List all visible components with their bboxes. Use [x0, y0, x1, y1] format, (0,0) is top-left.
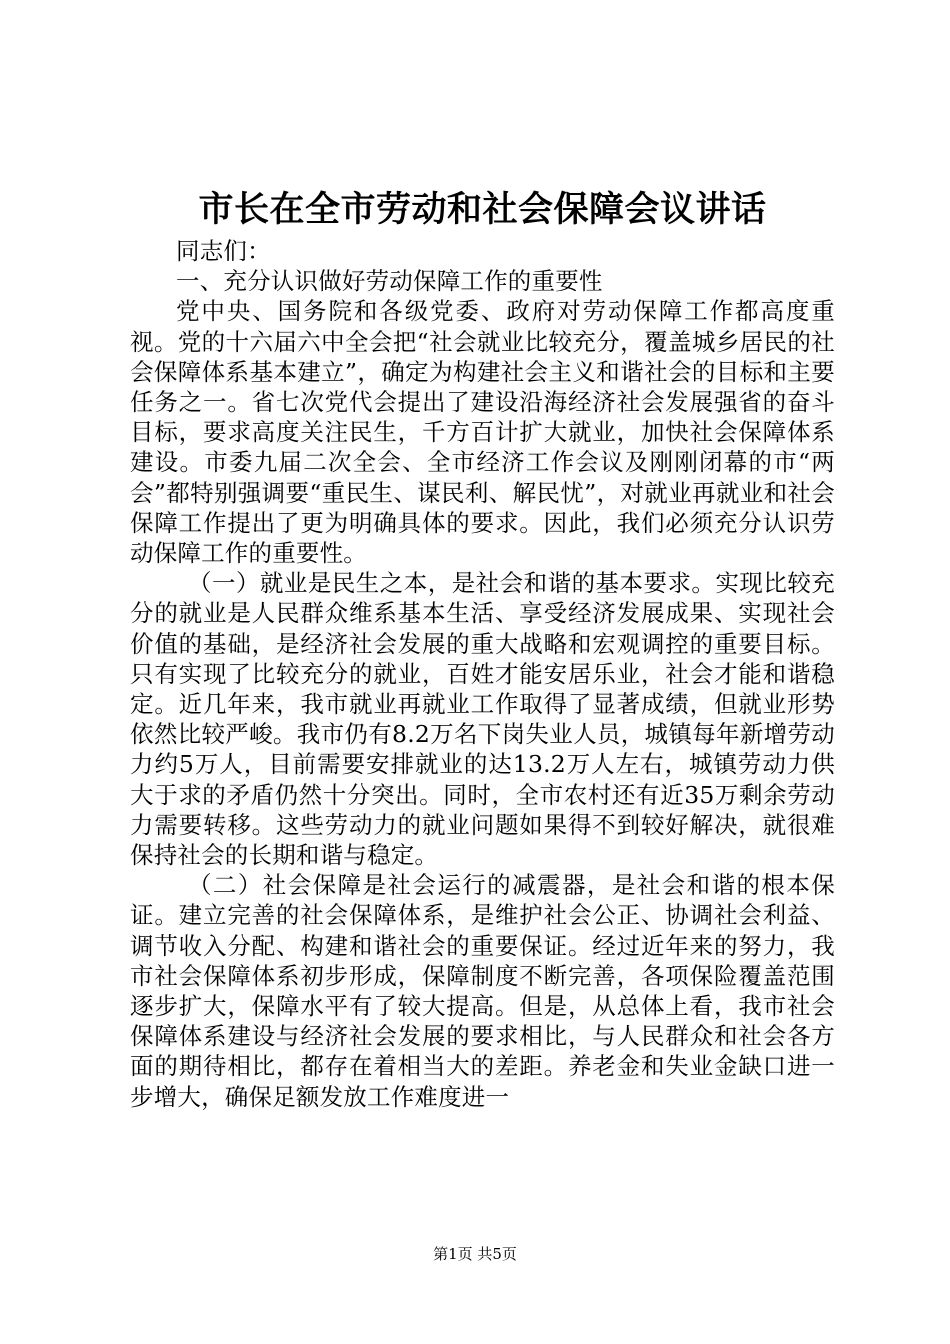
page-footer: 第1页 共5页: [433, 1245, 517, 1263]
greeting: 同志们：: [176, 237, 271, 265]
document-page: [130, 0, 835, 1344]
section-heading: 一、充分认识做好劳动保障工作的重要性: [176, 267, 603, 296]
paragraph-social-security: （二）社会保障是社会运行的减震器，是社会和谐的根本保证。建立完善的社会保障体系，是维护社会公正、协调社会利益、调节收入分配、构建和谐社会的重要保证。经过近年来的努力，我市社会保障体系初步形成，保障制度不断完善，各项保险覆盖范围逐步扩大，保障水平有了较大提高。但是，从总体上看，我市社会保障体系建设与经济社会发展的要求相比，与人民群众和社会各方面的期待相比，都存在着相当大的差距。养老金和失业金缺口进一步增大，确保足额发放工作难度进一: [130, 871, 835, 1111]
document-body: [130, 236, 835, 1112]
paragraph-importance: 党中央、国务院和各级党委、政府对劳动保障工作都高度重视。党的十六届六中全会把“社会就业比较充分，覆盖城乡居民的社会保障体系基本建立”，确定为构建社会主义和谐社会的目标和主要任务之一。省七次党代会提出了建设沿海经济社会发展强省的奋斗目标，要求高度关注民生，千方百计扩大就业，加快社会保障体系建设。市委九届二次全会、全市经济工作会议及刚刚闭幕的市“两会”都特别强调要“重民生、谋民利、解民忧”，对就业再就业和社会保障工作提出了更为明确具体的要求。因此，我们必须充分认识劳动保障工作的重要性。: [130, 297, 835, 568]
paragraph-employment: （一）就业是民生之本，是社会和谐的基本要求。实现比较充分的就业是人民群众维系基本生活、享受经济发展成果、实现社会价值的基础，是经济社会发展的重大战略和宏观调控的重要目标。只有实现了比较充分的就业，百姓才能安居乐业，社会才能和谐稳定。近几年来，我市就业再就业工作取得了显著成绩，但就业形势依然比较严峻。我市仍有8.2万名下岗失业人员，城镇每年新增劳动力约5万人，目前需要安排就业的达13.2万人左右，城镇劳动力供大于求的矛盾仍然十分突出。同时，全市农村还有近35万剩余劳动力需要转移。这些劳动力的就业问题如果得不到较好解决，就很难保持社会的长期和谐与稳定。: [130, 569, 835, 870]
document-title: 市长在全市劳动和社会保障会议讲话: [198, 189, 767, 230]
